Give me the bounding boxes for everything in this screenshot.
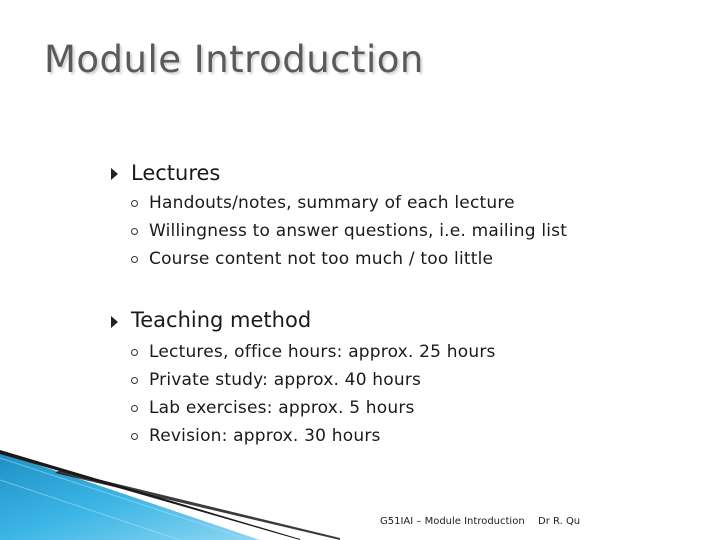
list-item-text: Lectures, office hours: approx. 25 hours [149,342,496,362]
circle-bullet-icon [131,405,138,412]
circle-bullet-icon [131,228,138,235]
section-heading: Lectures [131,161,221,185]
circle-bullet-icon [131,200,138,207]
circle-bullet-icon [131,256,138,263]
circle-bullet-icon [131,377,138,384]
list-item-text: Revision: approx. 30 hours [149,426,381,446]
footer-course: G51IAI – Module Introduction [380,516,525,527]
list-item-text: Willingness to answer questions, i.e. mailing list [149,221,568,241]
arrow-bullet-icon [111,168,118,180]
corner-decoration [0,440,720,540]
slide-title: Module Introduction [44,38,424,81]
footer-author: Dr R. Qu [538,516,581,527]
list-item-text: Lab exercises: approx. 5 hours [149,398,415,418]
section-heading: Teaching method [131,308,312,332]
list-item-text: Handouts/notes, summary of each lecture [149,193,515,213]
list-item-text: Private study: approx. 40 hours [149,370,422,390]
circle-bullet-icon [131,349,138,356]
circle-bullet-icon [131,433,138,440]
list-item-text: Course content not too much / too little [149,249,494,269]
blue-wedge [0,452,260,540]
arrow-bullet-icon [111,316,118,328]
